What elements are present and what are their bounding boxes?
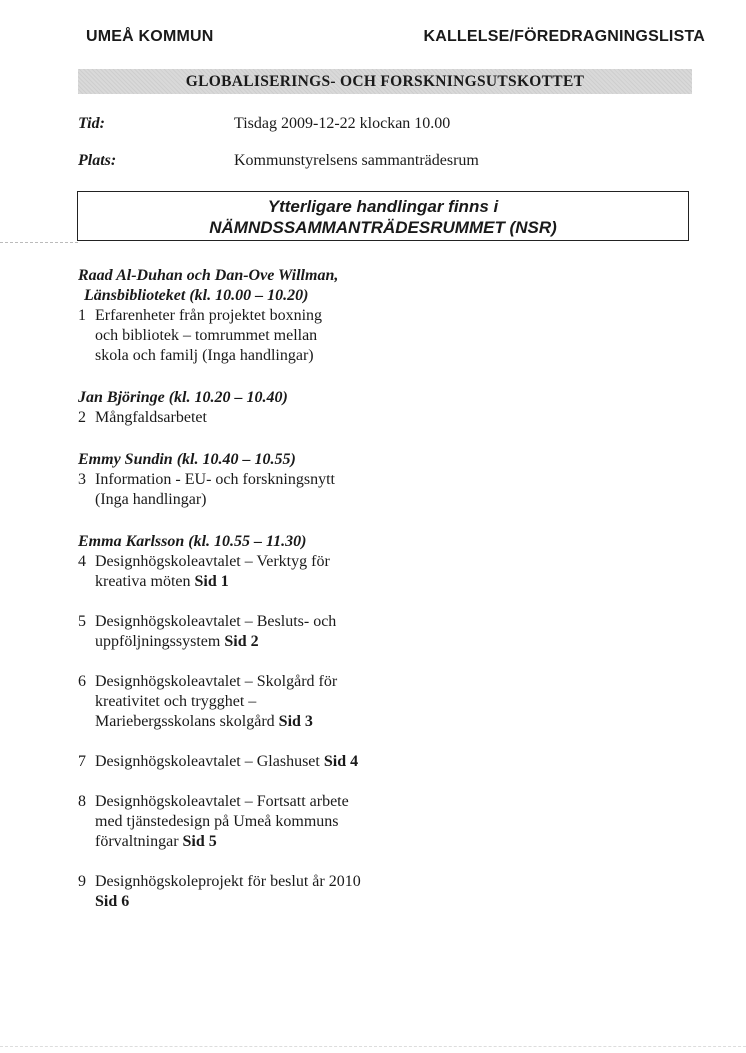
page-reference: Sid 3	[278, 713, 313, 730]
agenda-item	[78, 552, 438, 592]
item-line-text: Mångfaldsarbetet	[95, 409, 207, 426]
item-line-text: och bibliotek – tomrummet mellan	[95, 327, 318, 344]
item-line-text: Mariebergsskolans skolgård	[95, 713, 275, 730]
item-line	[95, 470, 335, 490]
agenda-item	[78, 408, 438, 428]
item-number: 9	[78, 873, 86, 890]
agenda-item	[78, 792, 438, 852]
item-text	[95, 552, 330, 592]
item-line	[95, 792, 349, 812]
agenda-section	[78, 532, 438, 912]
committee-title: GLOBALISERINGS- OCH FORSKNINGSUTSKOTTET	[185, 73, 585, 90]
agenda-item	[78, 672, 438, 732]
item-line	[95, 552, 330, 572]
item-line-text: Designhögskoleavtalet – Glashuset	[95, 753, 320, 770]
meeting-place-row	[78, 152, 479, 170]
item-line	[95, 672, 337, 692]
presenter-line: Länsbiblioteket (kl. 10.00 – 10.20)	[84, 287, 309, 304]
item-text	[95, 408, 207, 428]
item-number: 4	[78, 553, 86, 570]
item-line	[95, 892, 361, 912]
page-reference: Sid 2	[224, 633, 259, 650]
item-line	[95, 832, 349, 852]
page-reference: Sid 4	[323, 753, 359, 770]
item-line	[95, 632, 336, 652]
page-reference: Sid 1	[194, 573, 229, 590]
item-text	[95, 672, 337, 732]
notice-box	[77, 191, 689, 241]
notice-line-1: Ytterligare handlingar finns i	[267, 197, 499, 216]
scan-artifact-line	[0, 1046, 746, 1047]
presenter-line: Emma Karlsson (kl. 10.55 – 11.30)	[78, 533, 307, 550]
item-line	[95, 326, 322, 346]
notice-line-2: NÄMNDSSAMMANTRÄDESRUMMET (NSR)	[209, 218, 557, 237]
item-number: 3	[78, 471, 86, 488]
item-line	[95, 812, 349, 832]
item-line	[95, 872, 361, 892]
committee-title-band	[78, 69, 692, 94]
item-number: 5	[78, 613, 86, 630]
item-line	[95, 572, 330, 592]
page-reference: Sid 5	[182, 833, 217, 850]
item-line-text: Information - EU- och forskningsnytt	[95, 471, 335, 488]
item-line-text: skola och familj (Inga handlingar)	[95, 347, 314, 364]
scan-artifact-line	[0, 242, 78, 243]
item-line-text: Designhögskoleavtalet – Fortsatt arbete	[95, 793, 349, 810]
item-text	[95, 792, 349, 852]
presenter-heading	[78, 388, 438, 408]
item-line	[95, 490, 335, 510]
agenda-list	[78, 266, 438, 912]
item-line-text: med tjänstedesign på Umeå kommuns	[95, 813, 339, 830]
document-type: KALLELSE/FÖREDRAGNINGSLISTA	[423, 28, 705, 45]
item-line-text: Designhögskoleavtalet – Skolgård för	[95, 673, 338, 690]
item-text	[95, 470, 335, 510]
item-line-text: Designhögskoleavtalet – Besluts- och	[95, 613, 337, 630]
time-label: Tid:	[78, 115, 105, 132]
item-line-text: kreativa möten	[95, 573, 191, 590]
item-line-text: Erfarenheter från projektet boxning	[95, 307, 323, 324]
agenda-item	[78, 872, 438, 912]
item-number: 1	[78, 307, 86, 324]
item-text	[95, 612, 336, 652]
meeting-time-row	[78, 115, 450, 133]
presenter-line: Raad Al-Duhan och Dan-Ove Willman,	[78, 267, 339, 284]
presenter-heading	[78, 266, 438, 306]
item-line	[95, 306, 322, 326]
item-line-text: uppföljningssystem	[95, 633, 221, 650]
item-number: 8	[78, 793, 86, 810]
item-line-text: Designhögskoleprojekt för beslut år 2010	[95, 873, 361, 890]
page-reference: Sid 6	[95, 893, 130, 910]
item-number: 6	[78, 673, 86, 690]
agenda-section	[78, 266, 438, 366]
item-line	[95, 408, 207, 428]
item-number: 7	[78, 753, 86, 770]
presenter-line: Jan Björinge (kl. 10.20 – 10.40)	[78, 389, 288, 406]
place-label: Plats:	[78, 152, 117, 169]
agenda-section	[78, 450, 438, 510]
presenter-line: Emmy Sundin (kl. 10.40 – 10.55)	[78, 451, 296, 468]
item-text	[95, 872, 361, 912]
item-text	[95, 752, 358, 772]
item-text	[95, 306, 322, 366]
time-value: Tisdag 2009-12-22 klockan 10.00	[234, 115, 451, 132]
item-line-text: Designhögskoleavtalet – Verktyg för	[95, 553, 330, 570]
item-number: 2	[78, 409, 86, 426]
place-value: Kommunstyrelsens sammanträdesrum	[234, 152, 479, 169]
item-line-text: (Inga handlingar)	[95, 491, 207, 508]
item-line	[95, 612, 336, 632]
presenter-heading	[78, 450, 438, 470]
agenda-item	[78, 306, 438, 366]
agenda-item	[78, 612, 438, 652]
agenda-item	[78, 752, 438, 772]
item-line-text: förvaltningar	[95, 833, 179, 850]
item-line-text: kreativitet och trygghet –	[95, 693, 257, 710]
item-line	[95, 346, 322, 366]
item-line	[95, 692, 337, 712]
item-line	[95, 752, 358, 772]
item-line	[95, 712, 337, 732]
agenda-item	[78, 470, 438, 510]
organization-name: UMEÅ KOMMUN	[86, 28, 214, 45]
agenda-section	[78, 388, 438, 428]
presenter-heading	[78, 532, 438, 552]
